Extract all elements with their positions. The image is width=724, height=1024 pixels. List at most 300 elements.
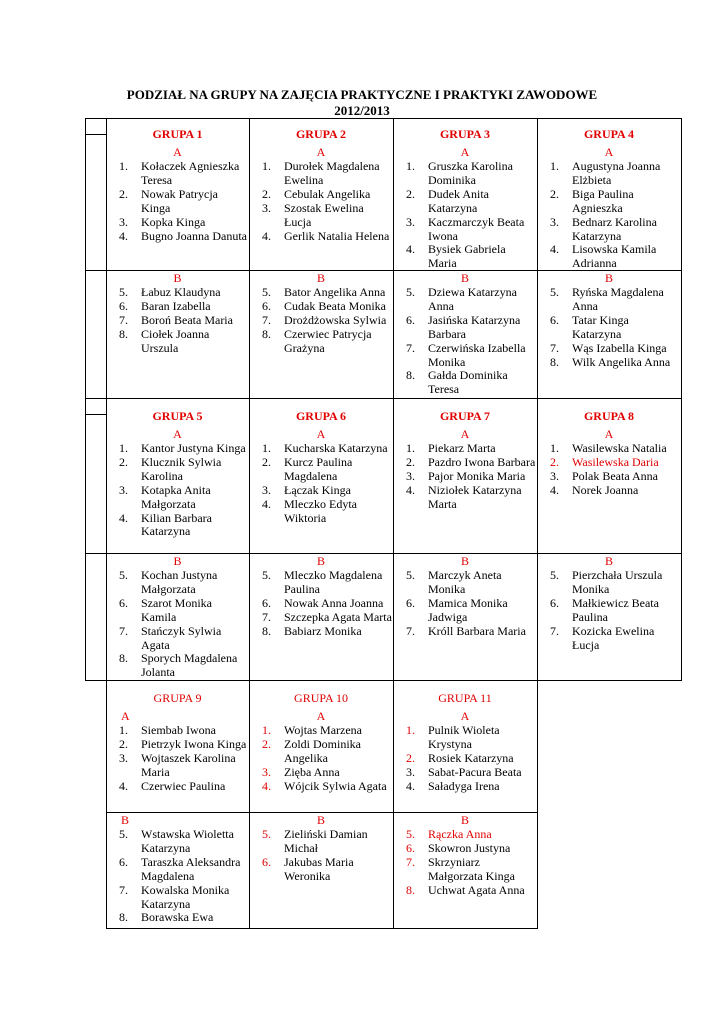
student-name: Skowron Justyna bbox=[428, 840, 511, 855]
student-name: Bednarz Karolina Katarzyna bbox=[572, 214, 657, 243]
list-item bbox=[394, 724, 536, 752]
student-name: Czerwiec Patrycja Grażyna bbox=[284, 326, 372, 355]
list-item bbox=[107, 569, 248, 597]
list-item bbox=[538, 456, 680, 470]
list-item bbox=[538, 216, 680, 244]
list-item bbox=[250, 484, 392, 498]
item-number: 2. bbox=[406, 186, 415, 201]
subgroup-label: A bbox=[604, 428, 614, 441]
page-subtitle: 2012/2013 bbox=[334, 103, 390, 118]
student-name: Stańczyk Sylwia Agata bbox=[141, 623, 222, 652]
item-number: 3. bbox=[406, 214, 415, 229]
list-item bbox=[107, 856, 248, 884]
list-item bbox=[394, 625, 536, 639]
item-number: 2. bbox=[262, 736, 271, 751]
item-number: 5. bbox=[262, 568, 271, 582]
item-number: 4. bbox=[406, 482, 415, 497]
item-number: 3. bbox=[406, 468, 415, 483]
item-number: 4. bbox=[550, 242, 559, 257]
student-name: Taraszka Aleksandra Magdalena bbox=[141, 854, 241, 883]
item-number: 7. bbox=[119, 623, 128, 638]
student-name: Zieliński Damian Michał bbox=[284, 827, 368, 855]
list-item bbox=[394, 842, 536, 856]
list-item bbox=[538, 356, 680, 370]
item-number: 1. bbox=[406, 159, 415, 173]
subgroup-label: B bbox=[316, 272, 325, 285]
item-number: 2. bbox=[262, 454, 271, 469]
item-number: 7. bbox=[406, 854, 415, 869]
item-number: 5. bbox=[406, 827, 415, 841]
list-item bbox=[538, 160, 680, 188]
student-name: Uchwat Agata Anna bbox=[428, 882, 525, 897]
item-number: 4. bbox=[262, 496, 271, 511]
list-item bbox=[394, 597, 536, 625]
student-name: Boroń Beata Maria bbox=[141, 312, 233, 327]
item-number: 1. bbox=[262, 159, 271, 173]
subgroup-label: A bbox=[460, 428, 470, 441]
list-item bbox=[250, 230, 392, 244]
student-name: Tatar Kinga Katarzyna bbox=[572, 312, 629, 341]
subgroup-label: B bbox=[460, 272, 469, 285]
student-name: Marczyk Aneta Monika bbox=[428, 568, 502, 596]
table-horizontal-rule bbox=[85, 414, 107, 415]
list-item bbox=[107, 911, 248, 925]
item-number: 6. bbox=[406, 840, 415, 855]
list-item bbox=[394, 752, 536, 766]
subgroup-label: B bbox=[121, 814, 130, 827]
group-heading: GRUPA 2 bbox=[295, 128, 347, 141]
student-name: Króll Barbara Maria bbox=[428, 623, 526, 638]
subgroup-a bbox=[250, 710, 392, 794]
student-name: Małkiewicz Beata Paulina bbox=[572, 595, 659, 624]
item-number: 3. bbox=[406, 764, 415, 779]
item-number: 7. bbox=[262, 609, 271, 624]
subgroup-label: A bbox=[460, 710, 470, 723]
student-name: Kopka Kinga bbox=[141, 214, 206, 229]
list-item bbox=[107, 442, 248, 456]
subgroup-b bbox=[250, 272, 392, 356]
subgroup-label: A bbox=[460, 146, 470, 159]
item-number: 6. bbox=[406, 595, 415, 610]
list-item bbox=[250, 724, 392, 738]
item-number: 4. bbox=[550, 482, 559, 497]
list-item bbox=[394, 470, 536, 484]
list-item bbox=[394, 188, 536, 216]
student-name: Rączka Anna bbox=[428, 827, 492, 841]
subgroup-a bbox=[394, 428, 536, 512]
list-item bbox=[250, 286, 392, 300]
student-name: Dudek Anita Katarzyna bbox=[428, 186, 489, 215]
list-item bbox=[107, 160, 248, 188]
item-number: 5. bbox=[406, 285, 415, 299]
list-item bbox=[250, 738, 392, 766]
subgroup-label: B bbox=[460, 814, 469, 827]
student-name: Kaczmarczyk Beata Iwona bbox=[428, 214, 525, 243]
student-name: Polak Beata Anna bbox=[572, 468, 658, 483]
student-name: Sporych Magdalena Jolanta bbox=[141, 651, 238, 680]
student-name: Pierzchała Urszula Monika bbox=[572, 568, 663, 596]
item-number: 1. bbox=[262, 441, 271, 455]
table-vertical-rule bbox=[681, 398, 682, 681]
subgroup-b bbox=[250, 814, 392, 884]
group-heading: GRUPA 3 bbox=[439, 128, 491, 141]
list-item bbox=[538, 342, 680, 356]
group-heading: GRUPA 5 bbox=[152, 410, 203, 423]
student-name: Wasilewska Natalia bbox=[572, 441, 667, 455]
student-name: Pietrzyk Iwona Kinga bbox=[141, 736, 247, 751]
student-name: Biga Paulina Agnieszka bbox=[572, 186, 634, 215]
student-name: Wojtas Marzena bbox=[284, 723, 362, 737]
list-item bbox=[394, 314, 536, 342]
list-item bbox=[394, 484, 536, 512]
table-horizontal-rule bbox=[85, 118, 682, 119]
list-item bbox=[394, 160, 536, 188]
list-item bbox=[394, 342, 536, 370]
student-name: Łabuz Klaudyna bbox=[141, 285, 221, 299]
subgroup-b bbox=[107, 272, 248, 356]
list-item bbox=[107, 286, 248, 300]
student-name: Zięba Anna bbox=[284, 764, 340, 779]
list-item bbox=[107, 652, 248, 680]
item-number: 7. bbox=[119, 312, 128, 327]
item-number: 2. bbox=[119, 454, 128, 469]
student-name: Gerlik Natalia Helena bbox=[284, 228, 390, 243]
student-name: Szostak Ewelina Łucja bbox=[284, 200, 364, 229]
student-name: Gałda Dominika Teresa bbox=[428, 368, 508, 397]
list-item bbox=[394, 780, 536, 794]
student-name: Norek Joanna bbox=[572, 482, 639, 497]
item-number: 6. bbox=[119, 298, 128, 313]
item-number: 6. bbox=[119, 595, 128, 610]
subgroup-label: A bbox=[604, 146, 614, 159]
item-number: 5. bbox=[119, 827, 128, 841]
subgroup-label: B bbox=[173, 555, 182, 568]
list-item bbox=[107, 216, 248, 230]
student-name: Pajor Monika Maria bbox=[428, 468, 526, 483]
item-number: 1. bbox=[119, 159, 128, 173]
item-number: 7. bbox=[262, 312, 271, 327]
item-number: 3. bbox=[119, 482, 128, 497]
table-horizontal-rule bbox=[106, 680, 538, 681]
item-number: 1. bbox=[406, 441, 415, 455]
student-name: Zoldi Dominika Angelika bbox=[284, 736, 361, 765]
group-heading: GRUPA 7 bbox=[439, 410, 491, 423]
list-item bbox=[250, 597, 392, 611]
list-item bbox=[250, 625, 392, 639]
student-name: Jasińska Katarzyna Barbara bbox=[428, 312, 521, 341]
item-number: 2. bbox=[550, 186, 559, 201]
list-item bbox=[394, 766, 536, 780]
list-item bbox=[107, 828, 248, 856]
list-item bbox=[107, 738, 248, 752]
item-number: 5. bbox=[119, 568, 128, 582]
item-number: 6. bbox=[262, 854, 271, 869]
item-number: 3. bbox=[262, 764, 271, 779]
student-name: Wasilewska Daria bbox=[572, 454, 659, 469]
student-name: Kozicka Ewelina Łucja bbox=[572, 623, 655, 652]
page-title: PODZIAŁ NA GRUPY NA ZAJĘCIA PRAKTYCZNE I PRAKTYKI ZAWODOWE bbox=[126, 87, 598, 102]
item-number: 8. bbox=[406, 368, 415, 383]
student-name: Kotapka Anita Małgorzata bbox=[141, 482, 211, 511]
subgroup-a bbox=[394, 146, 536, 271]
item-number: 4. bbox=[406, 778, 415, 793]
item-number: 7. bbox=[550, 340, 559, 355]
item-number: 6. bbox=[406, 312, 415, 327]
student-name: Lisowska Kamila Adrianna bbox=[572, 242, 657, 271]
student-name: Kucharska Katarzyna bbox=[284, 441, 388, 455]
item-number: 3. bbox=[119, 214, 128, 229]
student-name: Kołaczek Agnieszka Teresa bbox=[141, 159, 240, 187]
list-item bbox=[250, 300, 392, 314]
student-name: Bator Angelika Anna bbox=[284, 285, 386, 299]
list-item bbox=[250, 314, 392, 328]
list-item bbox=[394, 884, 536, 898]
item-number: 2. bbox=[550, 454, 559, 469]
list-item bbox=[538, 569, 680, 597]
item-number: 3. bbox=[550, 468, 559, 483]
table-vertical-rule bbox=[85, 118, 86, 399]
student-name: Ciołek Joanna Urszula bbox=[141, 326, 210, 355]
item-number: 4. bbox=[406, 242, 415, 257]
subgroup-label: A bbox=[173, 428, 182, 441]
student-name: Durołek Magdalena Ewelina bbox=[284, 159, 380, 187]
student-name: Kowalska Monika Katarzyna bbox=[141, 882, 230, 911]
list-item bbox=[394, 856, 536, 884]
group-heading: GRUPA 4 bbox=[583, 128, 635, 141]
list-item bbox=[394, 286, 536, 314]
subgroup-a bbox=[394, 710, 536, 794]
student-name: Cebulak Angelika bbox=[284, 186, 371, 201]
subgroup-label: A bbox=[316, 146, 326, 159]
student-name: Sabat-Pacura Beata bbox=[428, 764, 522, 779]
item-number: 2. bbox=[406, 750, 415, 765]
list-item bbox=[250, 569, 392, 597]
subgroup-b bbox=[394, 272, 536, 397]
list-item bbox=[107, 456, 248, 484]
item-number: 8. bbox=[119, 651, 128, 666]
list-item bbox=[107, 300, 248, 314]
list-item bbox=[107, 597, 248, 625]
subgroup-a bbox=[250, 146, 392, 243]
item-number: 1. bbox=[119, 441, 128, 455]
student-name: Pulnik Wioleta Krystyna bbox=[428, 723, 500, 751]
student-name: Kurcz Paulina Magdalena bbox=[284, 454, 353, 483]
list-item bbox=[538, 188, 680, 216]
subgroup-label: A bbox=[173, 146, 182, 159]
student-name: Saładyga Irena bbox=[428, 778, 500, 793]
list-item bbox=[107, 884, 248, 912]
list-item bbox=[394, 456, 536, 470]
subgroup-a bbox=[107, 428, 248, 539]
list-item bbox=[107, 314, 248, 328]
list-item bbox=[250, 780, 392, 794]
list-item bbox=[250, 766, 392, 780]
item-number: 2. bbox=[119, 186, 128, 201]
item-number: 5. bbox=[550, 285, 559, 299]
student-name: Kochan Justyna Małgorzata bbox=[141, 568, 218, 596]
student-name: Siembab Iwona bbox=[141, 723, 216, 737]
list-item bbox=[107, 724, 248, 738]
student-name: Borawska Ewa bbox=[141, 910, 214, 925]
student-name: Piekarz Marta bbox=[428, 441, 496, 455]
item-number: 1. bbox=[550, 159, 559, 173]
item-number: 4. bbox=[262, 778, 271, 793]
list-item bbox=[250, 442, 392, 456]
item-number: 6. bbox=[262, 298, 271, 313]
item-number: 3. bbox=[550, 214, 559, 229]
list-item bbox=[250, 160, 392, 188]
student-name: Mamica Monika Jadwiga bbox=[428, 595, 508, 624]
list-item bbox=[107, 484, 248, 512]
table-vertical-rule bbox=[85, 398, 86, 681]
student-name: Augustyna Joanna Elżbieta bbox=[572, 159, 661, 187]
list-item bbox=[538, 243, 680, 271]
student-name: Kantor Justyna Kinga bbox=[141, 441, 246, 455]
table-horizontal-rule bbox=[85, 398, 682, 399]
item-number: 5. bbox=[119, 285, 128, 299]
subgroup-b bbox=[538, 272, 680, 369]
item-number: 2. bbox=[119, 736, 128, 751]
list-item bbox=[107, 188, 248, 216]
item-number: 6. bbox=[550, 312, 559, 327]
item-number: 8. bbox=[262, 326, 271, 341]
item-number: 8. bbox=[550, 354, 559, 369]
subgroup-label: B bbox=[316, 814, 325, 827]
student-name: Nowak Patrycja Kinga bbox=[141, 186, 218, 215]
student-name: Wojtaszek Karolina Maria bbox=[141, 750, 236, 779]
subgroup-b bbox=[107, 555, 248, 680]
list-item bbox=[107, 512, 248, 540]
student-name: Skrzyniarz Małgorzata Kinga bbox=[428, 854, 515, 883]
list-item bbox=[107, 780, 248, 794]
subgroup-b bbox=[250, 555, 392, 639]
subgroup-b bbox=[394, 814, 536, 898]
student-name: Pazdro Iwona Barbara bbox=[428, 454, 536, 469]
group-heading: GRUPA 11 bbox=[438, 692, 492, 705]
student-name: Wąs Izabella Kinga bbox=[572, 340, 667, 355]
list-item bbox=[538, 597, 680, 625]
group-heading: GRUPA 10 bbox=[294, 692, 348, 705]
subgroup-label: A bbox=[316, 428, 326, 441]
student-name: Bugno Joanna Danuta bbox=[141, 228, 247, 243]
list-item bbox=[394, 216, 536, 244]
item-number: 6. bbox=[550, 595, 559, 610]
item-number: 1. bbox=[550, 441, 559, 455]
student-name: Dziewa Katarzyna Anna bbox=[428, 285, 517, 313]
list-item bbox=[538, 442, 680, 456]
list-item bbox=[538, 314, 680, 342]
item-number: 5. bbox=[406, 568, 415, 582]
student-name: Nowak Anna Joanna bbox=[284, 595, 384, 610]
list-item bbox=[250, 188, 392, 202]
group-heading: GRUPA 9 bbox=[153, 692, 202, 705]
subgroup-label: B bbox=[604, 272, 613, 285]
list-item bbox=[538, 625, 680, 653]
item-number: 1. bbox=[406, 723, 415, 737]
subgroup-a bbox=[107, 146, 248, 243]
subgroup-b bbox=[107, 814, 248, 925]
item-number: 8. bbox=[119, 326, 128, 341]
item-number: 5. bbox=[262, 285, 271, 299]
item-number: 5. bbox=[262, 827, 271, 841]
student-name: Cudak Beata Monika bbox=[284, 298, 386, 313]
student-name: Gruszka Karolina Dominika bbox=[428, 159, 513, 187]
item-number: 1. bbox=[262, 723, 271, 737]
student-name: Czerwińska Izabella Monika bbox=[428, 340, 526, 369]
list-item bbox=[394, 369, 536, 397]
student-name: Czerwiec Paulina bbox=[141, 778, 226, 793]
item-number: 1. bbox=[119, 723, 128, 737]
student-name: Mleczko Edyta Wiktoria bbox=[284, 496, 357, 525]
item-number: 2. bbox=[406, 454, 415, 469]
table-horizontal-rule bbox=[85, 553, 682, 554]
list-item bbox=[107, 752, 248, 780]
student-name: Babiarz Monika bbox=[284, 623, 362, 638]
student-name: Ryńska Magdalena Anna bbox=[572, 285, 664, 313]
item-number: 7. bbox=[119, 882, 128, 897]
table-horizontal-rule bbox=[85, 134, 107, 135]
item-number: 7. bbox=[406, 623, 415, 638]
group-heading: GRUPA 8 bbox=[583, 410, 635, 423]
item-number: 6. bbox=[119, 854, 128, 869]
list-item bbox=[394, 828, 536, 842]
subgroup-label: A bbox=[316, 710, 326, 723]
subgroup-label: B bbox=[460, 555, 469, 568]
student-name: Łączak Kinga bbox=[284, 482, 351, 497]
student-name: Baran Izabella bbox=[141, 298, 211, 313]
list-item bbox=[250, 328, 392, 356]
subgroup-label: B bbox=[173, 272, 182, 285]
list-item bbox=[107, 625, 248, 653]
subgroup-b bbox=[538, 555, 680, 652]
table-horizontal-rule bbox=[106, 928, 538, 929]
list-item bbox=[250, 856, 392, 884]
item-number: 4. bbox=[262, 228, 271, 243]
subgroup-a bbox=[107, 710, 248, 794]
student-name: Mleczko Magdalena Paulina bbox=[284, 568, 383, 596]
table-horizontal-rule bbox=[106, 812, 538, 813]
list-item bbox=[394, 243, 536, 271]
subgroup-b bbox=[394, 555, 536, 639]
student-name: Rosiek Katarzyna bbox=[428, 750, 514, 765]
item-number: 4. bbox=[119, 778, 128, 793]
student-name: Wójcik Sylwia Agata bbox=[284, 778, 387, 793]
list-item bbox=[107, 328, 248, 356]
item-number: 8. bbox=[262, 623, 271, 638]
item-number: 8. bbox=[406, 882, 415, 897]
student-name: Wstawska Wioletta Katarzyna bbox=[141, 827, 234, 855]
item-number: 3. bbox=[119, 750, 128, 765]
table-vertical-rule bbox=[537, 680, 538, 929]
subgroup-a bbox=[250, 428, 392, 525]
subgroup-a bbox=[538, 146, 680, 271]
student-name: Niziołek Katarzyna Marta bbox=[428, 482, 522, 511]
item-number: 7. bbox=[550, 623, 559, 638]
student-name: Kilian Barbara Katarzyna bbox=[141, 510, 212, 539]
student-name: Jakubas Maria Weronika bbox=[284, 854, 354, 883]
list-item bbox=[394, 442, 536, 456]
list-item bbox=[250, 828, 392, 856]
item-number: 7. bbox=[406, 340, 415, 355]
group-heading: GRUPA 6 bbox=[295, 410, 347, 423]
list-item bbox=[538, 484, 680, 498]
student-name: Wilk Angelika Anna bbox=[572, 354, 671, 369]
list-item bbox=[250, 498, 392, 526]
list-item bbox=[394, 569, 536, 597]
group-heading: GRUPA 1 bbox=[152, 128, 203, 141]
list-item bbox=[538, 286, 680, 314]
subgroup-label: A bbox=[121, 710, 130, 723]
